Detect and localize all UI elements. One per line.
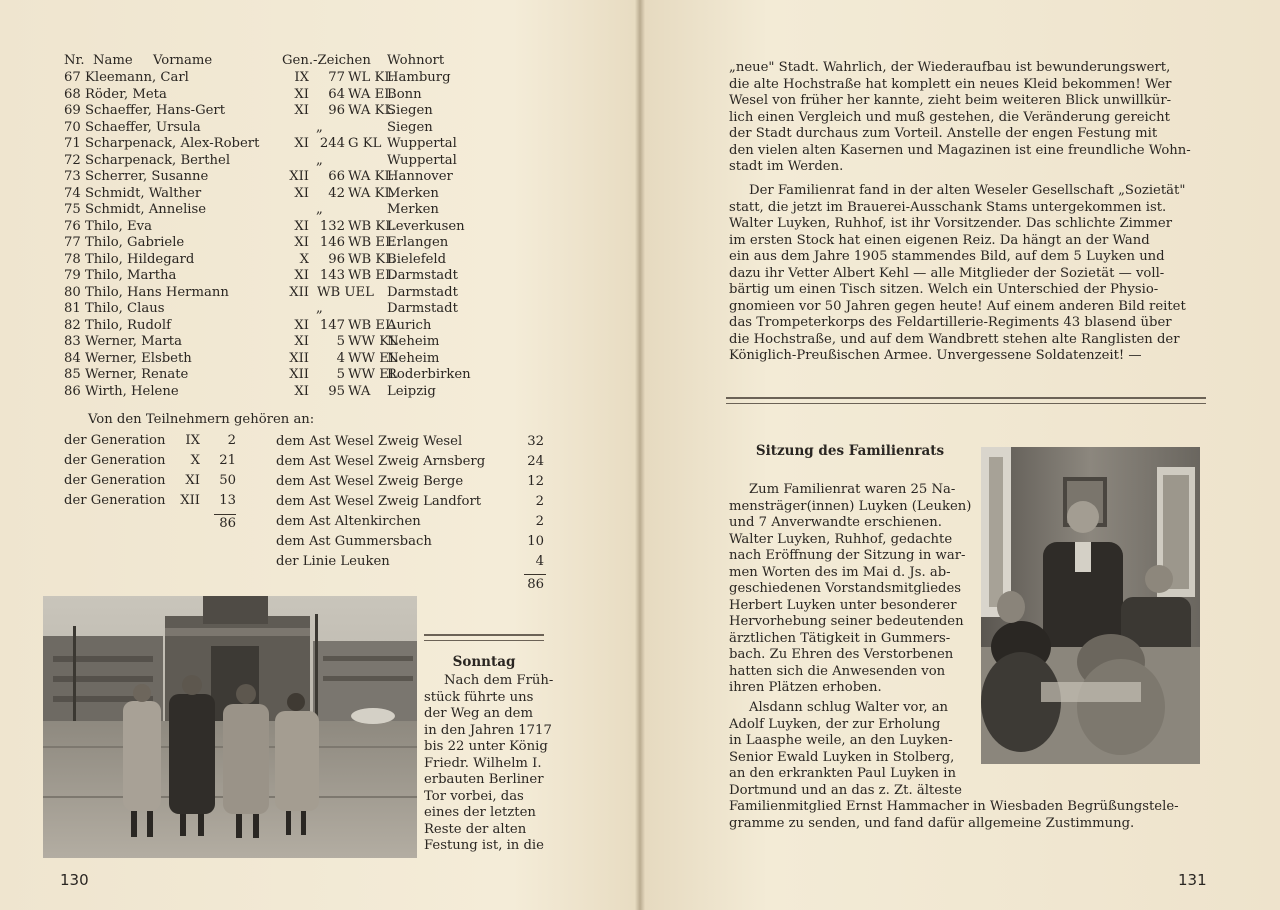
generation-total-value: 86 (219, 516, 236, 531)
member-name: Thilo, Claus (85, 301, 165, 316)
sonntag-text (424, 673, 554, 855)
member-number: 244 (319, 136, 345, 151)
member-number: 96 (328, 251, 345, 267)
member-city: Darmstadt (387, 268, 458, 283)
member-name: Schaeffer, Hans-Gert (85, 103, 226, 118)
member-city: Merken (387, 185, 439, 201)
header-wohnort: Wohnort (387, 53, 445, 68)
paragraph-sitzung (729, 482, 972, 697)
member-city: Bonn (387, 86, 422, 102)
member-nr: 80 (64, 284, 81, 300)
member-name: Thilo, Hans Hermann (85, 284, 229, 300)
text-line: der Weg an dem (424, 706, 533, 721)
member-generation: XI (294, 383, 309, 399)
member-code: WW KL (348, 334, 398, 349)
member-code: WB KL (348, 251, 395, 267)
summary-intro: Von den Teilnehmern gehören an: (88, 412, 315, 427)
member-nr: 86 (64, 383, 81, 399)
branch-row (276, 552, 546, 572)
text-line: ihren Plätzen erhoben. (729, 680, 882, 695)
text-line: geschiedenen Vorstandsmitgliedes (729, 581, 962, 596)
text-line: Königlich-Preußischen Armee. Unvergessene Soldatenzeit! — (729, 348, 1142, 363)
familienrat-photo-image (981, 447, 1200, 764)
text-line: gnomieen vor 50 Jahren gegen heute! Auf einem anderen Bild reitet (729, 298, 1186, 314)
member-city: Merken (387, 202, 439, 217)
member-nr: 77 (64, 235, 81, 250)
header-name: Name (93, 53, 133, 68)
paragraph-neue-stadt (729, 60, 1205, 176)
member-name: Thilo, Hildegard (85, 251, 195, 267)
text-line: gramme zu senden, und fand dafür allgemeine Zustimmung. (729, 815, 1135, 831)
header-vorname: Vorname (153, 53, 213, 68)
generation-label: der Generation (64, 453, 166, 468)
member-name: Wirth, Helene (85, 383, 179, 399)
generation-count: 13 (219, 493, 236, 508)
sonntag-rule (424, 634, 544, 641)
generation-count: 21 (219, 453, 236, 468)
member-name: Werner, Marta (85, 334, 182, 349)
generation-roman: XI (185, 473, 200, 488)
member-city: Wuppertal (387, 152, 457, 168)
text-line: Nach dem Früh- (444, 673, 554, 688)
member-ditto: „ (316, 119, 323, 135)
member-nr: 68 (64, 86, 81, 102)
text-line: Wesel von früher her kannte, zieht beim weiteren Blick unwillkür- (729, 93, 1172, 108)
member-city: Darmstadt (387, 284, 458, 300)
generation-roman: XII (180, 493, 200, 508)
member-name: Röder, Meta (85, 86, 167, 102)
branch-total-value: 86 (527, 577, 544, 592)
text-line: statt, die jetzt im Brauerei-Ausschank Stams untergekommen ist. (729, 199, 1167, 215)
member-city: Roderbirken (387, 367, 471, 382)
generation-count: 50 (219, 473, 236, 488)
text-line: bach. Zu Ehren des Verstorbenen (729, 647, 954, 662)
member-number: 5 (336, 334, 345, 349)
member-number: 95 (328, 383, 345, 399)
text-line: an den erkrankten Paul Luyken in (729, 766, 956, 781)
branch-row (276, 472, 546, 492)
branch-row (276, 452, 546, 472)
member-code: WA (348, 383, 371, 399)
member-ditto: „ (316, 152, 323, 168)
member-generation: XI (294, 103, 309, 118)
paragraph-gruesse (729, 700, 963, 799)
right-page (642, 0, 1280, 910)
member-nr: 76 (64, 218, 81, 234)
member-nr: 83 (64, 334, 81, 349)
member-name: Scharpenack, Alex-Robert (85, 136, 260, 151)
branch-count: 24 (527, 454, 544, 469)
member-number: 66 (328, 169, 345, 184)
page-number-right: 131 (1178, 871, 1207, 889)
text-line: den vielen alten Kasernen und Magazinen ist eine freundliche Wohn- (729, 142, 1191, 158)
text-line: stück führte uns (424, 689, 534, 705)
text-line: Zum Familienrat waren 25 Na- (749, 482, 956, 497)
generation-count: 2 (227, 433, 236, 448)
member-generation: XI (294, 218, 309, 234)
photo-berliner-tor (43, 596, 417, 858)
text-line: Friedr. Wilhelm I. (424, 755, 542, 771)
member-code: WW EL (348, 367, 398, 382)
text-line: Tor vorbei, das (424, 788, 524, 804)
member-generation: XI (294, 268, 309, 283)
text-line: Walter Luyken, Ruhhof, gedachte (729, 531, 953, 547)
text-line: Dortmund und an das z. Zt. älteste (729, 782, 962, 798)
text-line: mensträger(innen) Luyken (Leuken) (729, 498, 972, 514)
member-code: WW EL (348, 350, 398, 366)
text-line: ein aus dem Jahre 1905 stammendes Bild, auf dem 5 Luyken und (729, 249, 1165, 264)
text-line: Reste der alten (424, 821, 527, 837)
member-generation: XI (294, 317, 309, 333)
text-line: der Stadt durchaus zum Vorteil. Anstelle der engen Festung mit (729, 126, 1158, 141)
generation-label: der Generation (64, 473, 166, 488)
member-ditto: „ (316, 301, 323, 316)
member-nr: 85 (64, 367, 81, 382)
text-line: die Hochstraße, und auf dem Wandbrett stehen alte Ranglisten der (729, 331, 1180, 347)
member-number: 147 (319, 317, 345, 333)
member-name: Thilo, Gabriele (85, 235, 185, 250)
text-line: nach Eröffnung der Sitzung in war- (729, 548, 966, 563)
header-gen: Gen.-Zeichen (282, 53, 371, 68)
branch-count: 2 (535, 494, 544, 509)
member-generation: XI (294, 136, 309, 151)
member-code: WB EL (348, 317, 394, 333)
member-code: WA KL (348, 103, 394, 118)
member-ditto: „ (316, 202, 323, 217)
member-nr: 74 (64, 185, 81, 201)
text-line: ärztlichen Tätigkeit in Gummers- (729, 630, 951, 646)
text-line: Der Familienrat fand in der alten Weseler Gesellschaft „Sozietät" (749, 183, 1186, 198)
member-code: WB EL (348, 268, 394, 283)
branch-label: dem Ast Wesel Zweig Arnsberg (276, 454, 486, 469)
member-name: Scherrer, Susanne (85, 169, 209, 184)
text-line: men Worten des im Mai d. Js. ab- (729, 564, 951, 580)
member-nr: 73 (64, 169, 81, 184)
member-nr: 81 (64, 301, 81, 316)
branch-label: der Linie Leuken (276, 554, 390, 569)
member-generation: XII (289, 284, 309, 300)
member-name: Thilo, Rudolf (85, 317, 171, 333)
text-line: im ersten Stock hat einen eigenen Reiz. Da hängt an der Wand (729, 232, 1150, 248)
text-line: dazu ihr Vetter Albert Kehl — alle Mitglieder der Sozietät — voll- (729, 265, 1165, 281)
member-city: Darmstadt (387, 301, 458, 316)
generation-row (64, 451, 234, 471)
branch-count: 10 (527, 534, 544, 549)
branch-label: dem Ast Altenkirchen (276, 514, 421, 529)
member-city: Leipzig (387, 383, 436, 399)
branch-row (276, 512, 546, 532)
member-number: 64 (328, 86, 345, 102)
member-code: WA KL (348, 169, 394, 184)
text-line: die alte Hochstraße hat komplett ein neues Kleid bekommen! Wer (729, 76, 1172, 92)
member-number: 77 (328, 70, 345, 85)
member-name: Scharpenack, Berthel (85, 152, 231, 168)
member-generation: XI (294, 86, 309, 102)
text-line: in den Jahren 1717 (424, 722, 552, 738)
member-generation: IX (294, 70, 309, 85)
member-nr: 71 (64, 136, 81, 151)
member-generation: X (299, 251, 309, 267)
section-heading: Sitzung des Familienrats (755, 443, 945, 459)
member-city: Hamburg (387, 70, 451, 85)
member-number: 143 (319, 268, 345, 283)
member-name: Schaeffer, Ursula (85, 119, 201, 135)
branch-row (276, 492, 546, 512)
branch-row (276, 432, 546, 452)
page-number-left: 130 (60, 871, 89, 889)
member-number: 5 (336, 367, 345, 382)
berliner-tor-photo-image (43, 596, 417, 858)
member-nr: 79 (64, 268, 81, 283)
member-city: Hannover (387, 169, 453, 184)
member-nr: 75 (64, 202, 81, 217)
text-line: und 7 Anverwandte erschienen. (729, 515, 942, 530)
member-name: Thilo, Eva (85, 218, 152, 234)
member-generation: XI (294, 185, 309, 201)
member-name: Kleemann, Carl (85, 70, 189, 85)
member-number: 96 (328, 103, 345, 118)
branch-count: 32 (527, 434, 544, 449)
member-nr: 69 (64, 103, 81, 118)
member-nr: 72 (64, 152, 81, 168)
header-nr: Nr. (64, 53, 85, 68)
member-city: Erlangen (387, 235, 449, 250)
member-code: WA EL (348, 86, 393, 102)
member-code: G KL (348, 136, 382, 151)
member-name: Werner, Elsbeth (85, 350, 192, 366)
member-code: WL KL (348, 70, 394, 85)
member-city: Bielefeld (387, 251, 447, 267)
member-number: 146 (319, 235, 345, 250)
branch-label: dem Ast Gummersbach (276, 534, 432, 549)
text-line: stadt im Werden. (729, 159, 844, 174)
generation-label: der Generation (64, 433, 166, 448)
member-city: Siegen (387, 103, 433, 118)
text-line: „neue" Stadt. Wahrlich, der Wiederaufbau ist bewunderungswert, (729, 60, 1171, 75)
text-line: Walter Luyken, Ruhhof, ist ihr Vorsitzender. Das schlichte Zimmer (729, 216, 1173, 231)
member-code: WB UEL (317, 284, 374, 300)
text-line: Hervorhebung seiner bedeutenden (729, 614, 964, 629)
member-name: Thilo, Martha (85, 268, 177, 283)
member-nr: 82 (64, 317, 81, 333)
text-line: eines der letzten (424, 805, 536, 820)
member-generation: XI (294, 334, 309, 349)
member-code: WB KL (348, 218, 395, 234)
member-generation: XII (289, 367, 309, 382)
member-nr: 78 (64, 251, 81, 267)
text-line: Festung ist, in die (424, 838, 544, 853)
paragraph-gruesse-continued (729, 799, 1205, 832)
text-line: bis 22 unter König (424, 739, 548, 754)
branch-count: 2 (535, 514, 544, 529)
branch-row (276, 532, 546, 552)
sonntag-heading: Sonntag (452, 654, 516, 670)
paragraph-familienrat-sozietaet (729, 183, 1205, 365)
branch-label: dem Ast Wesel Zweig Berge (276, 474, 464, 489)
generation-row (64, 471, 234, 491)
text-line: lich einen Vergleich und muß gestehen, die Veränderung gereicht (729, 109, 1170, 125)
generation-total (64, 514, 234, 534)
generation-label: der Generation (64, 493, 166, 508)
branch-label: dem Ast Wesel Zweig Wesel (276, 434, 463, 449)
generation-roman: IX (185, 433, 200, 448)
member-name: Werner, Renate (85, 367, 189, 382)
member-generation: XI (294, 235, 309, 250)
section-rule (726, 397, 1206, 404)
text-line: erbauten Berliner (424, 772, 544, 787)
text-line: bärtig um einen Tisch sitzen. Welch ein Unterschied der Physio- (729, 282, 1159, 297)
member-name: Schmidt, Annelise (85, 202, 207, 217)
branch-label: dem Ast Wesel Zweig Landfort (276, 494, 482, 509)
member-city: Wuppertal (387, 136, 457, 151)
member-nr: 84 (64, 350, 81, 366)
text-line: in Laasphe weile, an den Luyken- (729, 733, 953, 748)
member-city: Siegen (387, 119, 433, 135)
member-number: 132 (319, 218, 345, 234)
branch-count: 4 (535, 554, 544, 569)
member-city: Leverkusen (387, 218, 465, 234)
member-generation: XII (289, 169, 309, 184)
generation-roman: X (190, 453, 200, 468)
member-nr: 70 (64, 119, 81, 135)
text-line: hatten sich die Anwesenden von (729, 663, 946, 679)
member-name: Schmidt, Walther (85, 185, 202, 201)
text-line: Adolf Luyken, der zur Erholung (729, 716, 941, 732)
text-line: Familienmitglied Ernst Hammacher in Wiesbaden Begrüßungstele- (729, 799, 1179, 814)
generation-row (64, 491, 234, 511)
generation-row (64, 431, 234, 451)
member-city: Aurich (387, 317, 432, 333)
member-code: WB EL (348, 235, 394, 250)
text-line: Herbert Luyken unter besonderer (729, 597, 957, 613)
branch-count: 12 (527, 474, 544, 489)
member-nr: 67 (64, 70, 81, 85)
photo-familienrat (981, 447, 1200, 764)
member-code: WA KL (348, 185, 394, 201)
text-line: das Trompeterkorps des Feldartillerie-Regiments 43 blasend über (729, 315, 1172, 330)
left-page (0, 0, 638, 910)
text-line: Alsdann schlug Walter vor, an (749, 700, 949, 715)
member-number: 4 (336, 350, 345, 366)
member-generation: XII (289, 350, 309, 366)
member-city: Neheim (387, 350, 440, 366)
text-line: Senior Ewald Luyken in Stolberg, (729, 749, 955, 765)
member-number: 42 (328, 185, 345, 201)
branch-total (276, 575, 546, 595)
member-city: Neheim (387, 334, 440, 349)
